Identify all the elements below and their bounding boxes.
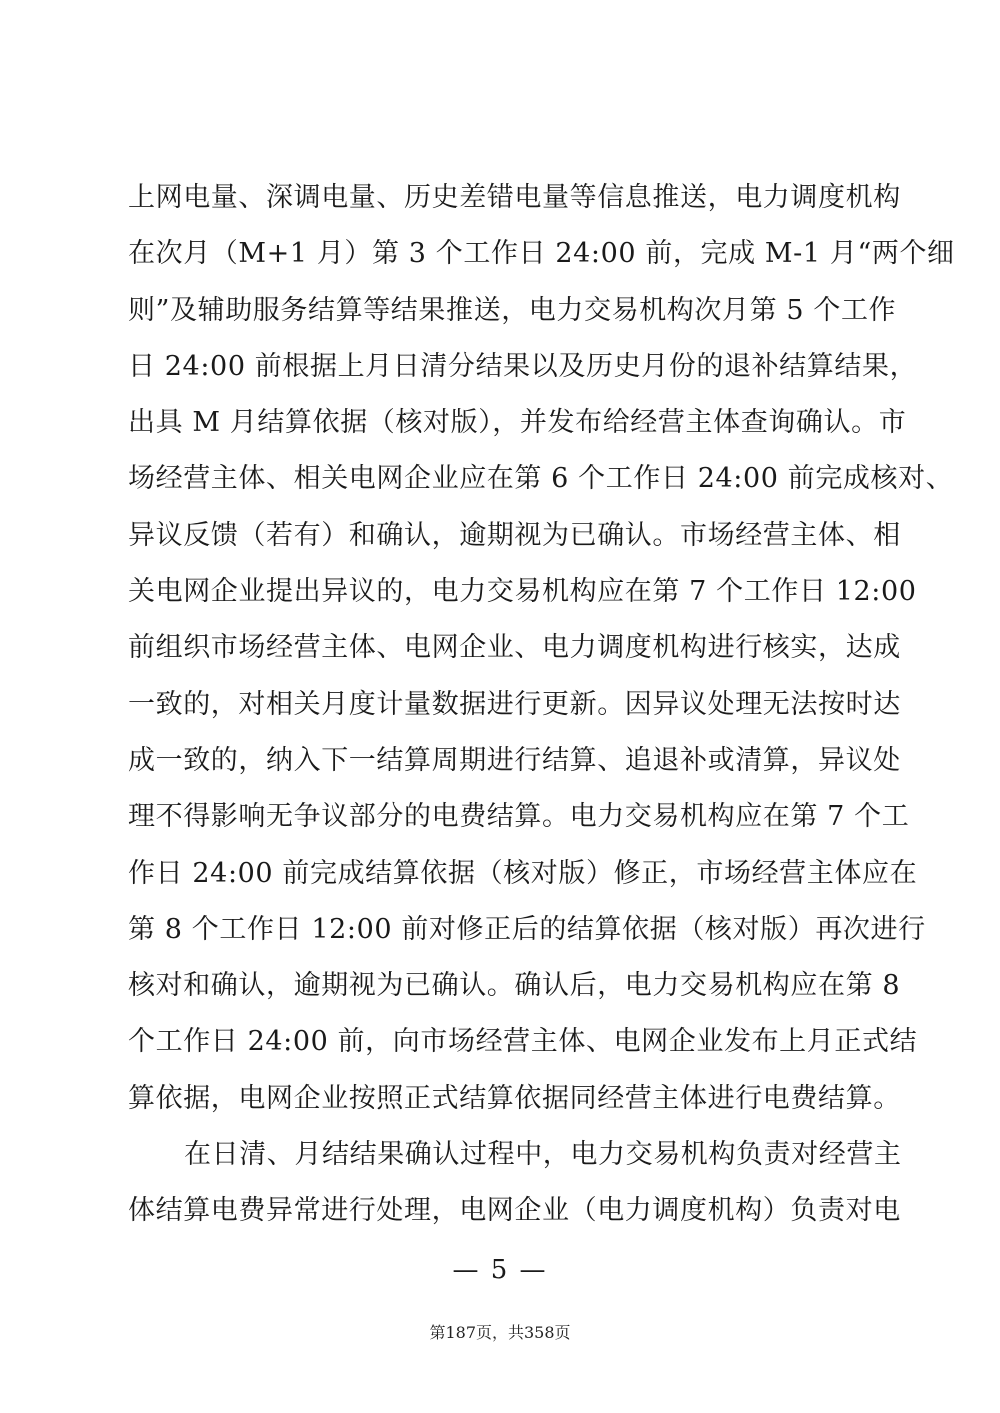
text-line: 日 24:00 前根据上月日清分结果以及历史月份的退补结算结果， bbox=[128, 350, 918, 382]
text-line: 出具 M 月结算依据（核对版），并发布给经营主体查询确认。市 bbox=[128, 407, 907, 439]
text-line: 算依据，电网企业按照正式结算依据同经营主体进行电费结算。 bbox=[128, 1082, 901, 1114]
text-line: 第 8 个工作日 12:00 前对修正后的结算依据（核对版）再次进行 bbox=[128, 913, 926, 945]
text-line: 核对和确认，逾期视为已确认。确认后，电力交易机构应在第 8 bbox=[128, 970, 901, 1002]
text-line: 前组织市场经营主体、电网企业、电力调度机构进行核实，达成 bbox=[128, 632, 901, 664]
text-line: 异议反馈（若有）和确认，逾期视为已确认。市场经营主体、相 bbox=[128, 519, 901, 551]
text-line: 体结算电费异常进行处理，电网企业（电力调度机构）负责对电 bbox=[128, 1195, 901, 1227]
text-line: 作日 24:00 前完成结算依据（核对版）修正，市场经营主体应在 bbox=[128, 857, 918, 889]
text-line: 个工作日 24:00 前，向市场经营主体、电网企业发布上月正式结 bbox=[128, 1026, 918, 1058]
page-count-footer: 第187页，共358页 bbox=[429, 1323, 571, 1342]
text-line: 关电网企业提出异议的，电力交易机构应在第 7 个工作日 12:00 bbox=[128, 576, 917, 608]
page-number: — 5 — bbox=[452, 1255, 548, 1285]
body-text bbox=[128, 170, 955, 1240]
text-line: 则”及辅助服务结算等结果推送，电力交易机构次月第 5 个工作 bbox=[128, 294, 897, 326]
text-line: 理不得影响无争议部分的电费结算。电力交易机构应在第 7 个工 bbox=[128, 801, 910, 833]
text-line: 上网电量、深调电量、历史差错电量等信息推送，电力调度机构 bbox=[128, 182, 901, 213]
text-line: 一致的，对相关月度计量数据进行更新。因异议处理无法按时达 bbox=[128, 688, 901, 720]
text-line: 场经营主体、相关电网企业应在第 6 个工作日 24:00 前完成核对、 bbox=[128, 463, 954, 495]
text-line: 成一致的，纳入下一结算周期进行结算、追退补或清算，异议处 bbox=[128, 744, 901, 776]
text-line: 在次月（M+1 月）第 3 个工作日 24:00 前，完成 M-1 月“两个细 bbox=[128, 238, 955, 270]
paragraph-first-line: 在日清、月结结果确认过程中，电力交易机构负责对经营主 bbox=[184, 1139, 902, 1171]
